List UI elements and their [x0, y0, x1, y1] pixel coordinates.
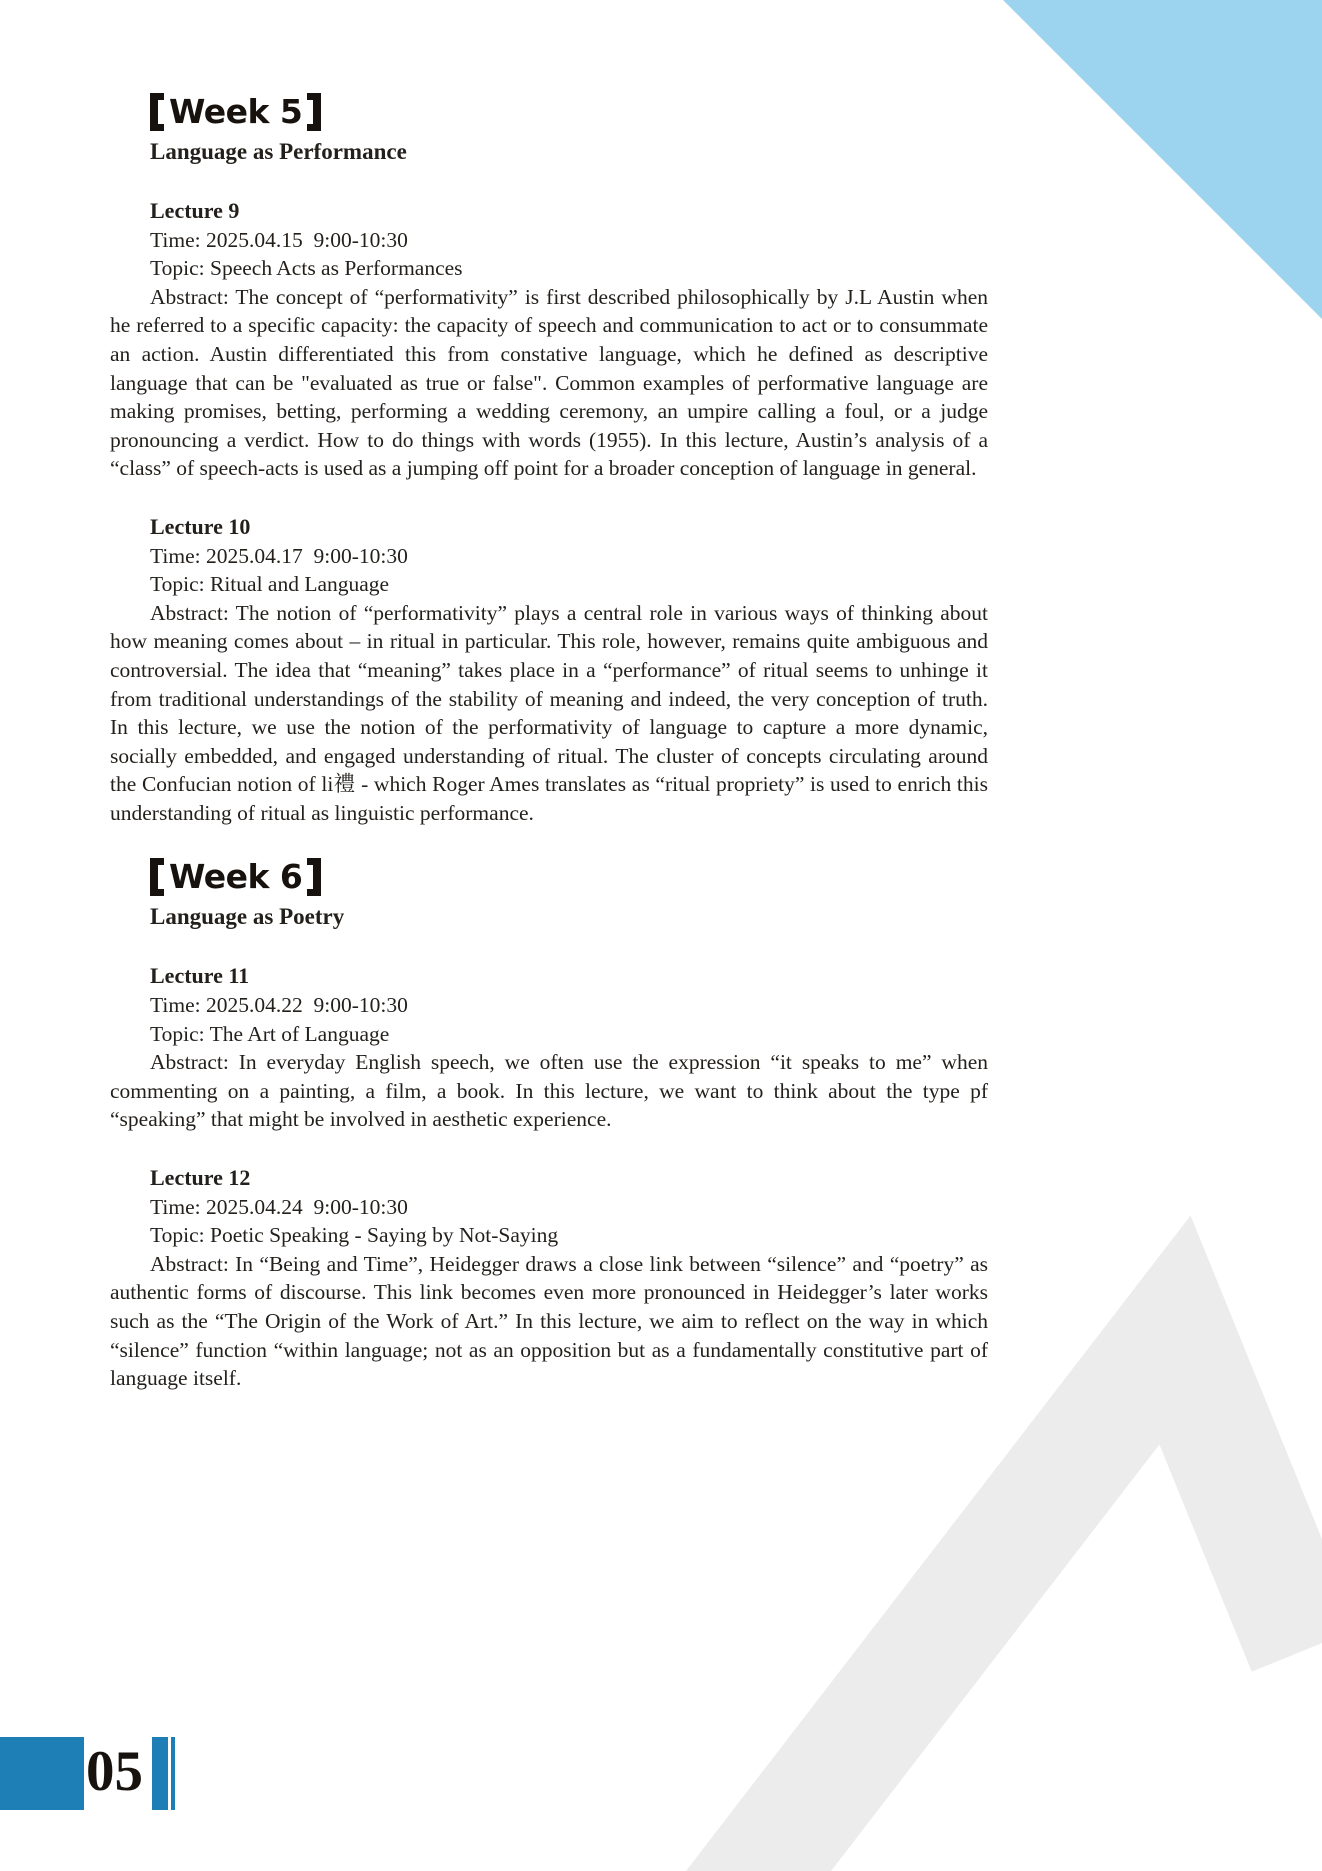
lecture-11-block [110, 962, 988, 1134]
week-5-subtitle: Language as Performance [150, 139, 407, 164]
week-title: Week 6 [169, 857, 303, 897]
lecture-time: Time: 2025.04.17 9:00-10:30 [150, 543, 408, 568]
lenticular-bracket-open-icon [150, 858, 164, 896]
page-number: 05 [86, 1740, 143, 1803]
week-5-heading [150, 90, 988, 134]
lecture-10-block [110, 513, 988, 828]
lecture-heading: Lecture 12 [150, 1165, 251, 1191]
week-5-section [110, 90, 988, 827]
page-content [110, 90, 988, 1393]
lecture-topic: Topic: Poetic Speaking - Saying by Not-Saying [150, 1223, 559, 1248]
lecture-time: Time: 2025.04.24 9:00-10:30 [150, 1194, 408, 1219]
chevron-watermark-icon [690, 1330, 1305, 1871]
lenticular-bracket-close-icon [307, 858, 321, 896]
week-6-heading [150, 855, 988, 899]
lecture-abstract: Abstract: The notion of “performativity” plays a central role in various ways of thinking about how meaning comes about – in ritual in particular. This role, however, remains quite ambiguous and controversial. The idea that “meaning” takes place in a “performance” of ritual seems to unhinge it from traditional understandings of the stability of meaning and indeed, the very conception of truth. In this lecture, we use the notion of the performativity of language to capture a more dynamic, socially embedded, and engaged understanding of ritual. The cluster of concepts circulating around the Confucian notion of li禮 - which Roger Ames translates as “ritual propriety” is used to enrich this understanding of ritual as linguistic performance. [110, 600, 988, 825]
footer-blue-line [171, 1737, 175, 1810]
lecture-time: Time: 2025.04.22 9:00-10:30 [150, 993, 408, 1018]
week-6-section [110, 855, 988, 1392]
lecture-abstract: Abstract: In “Being and Time”, Heidegger draws a close link between “silence” and “poetry” as authentic forms of discourse. This link becomes even more pronounced in Heidegger’s later works such as the “The Origin of the Work of Art.” In this lecture, we aim to reflect on the way in which “silence” function “within language; not as an opposition but as a fundamentally constitutive part of language itself. [110, 1251, 988, 1391]
footer-blue-block [0, 1737, 84, 1810]
lecture-heading: Lecture 10 [150, 513, 251, 539]
lecture-abstract: Abstract: In everyday English speech, we often use the expression “it speaks to me” when commenting on a painting, a film, a book. In this lecture, we want to think about the type pf “speaking” that might be involved in aesthetic experience. [110, 1050, 988, 1132]
lenticular-bracket-close-icon [307, 93, 321, 131]
lecture-topic: Topic: Ritual and Language [150, 572, 390, 597]
corner-triangle-icon [1003, 0, 1322, 319]
lecture-heading: Lecture 11 [150, 963, 250, 989]
lecture-9-block [110, 197, 988, 483]
week-title: Week 5 [169, 92, 303, 131]
lecture-time: Time: 2025.04.15 9:00-10:30 [150, 227, 408, 252]
lecture-heading: Lecture 9 [150, 198, 240, 223]
lecture-12-block [110, 1164, 988, 1393]
lenticular-bracket-open-icon [150, 93, 164, 131]
footer-blue-bar [152, 1737, 168, 1810]
lecture-abstract: Abstract: The concept of “performativity” is first described philosophically by J.L Austin when he referred to a specific capacity: the capacity of speech and communication to act or to consummate an action. Austin differentiated this from constative language, which he defined as descriptive language that can be "evaluated as true or false". Common examples of performative language are making promises, betting, performing a wedding ceremony, an umpire calling a foul, or a judge pronouncing a verdict. How to do things with words (1955). In this lecture, Austin’s analysis of a “class” of speech-acts is used as a jumping off point for a broader conception of language in general. [110, 284, 988, 481]
week-6-subtitle: Language as Poetry [150, 904, 345, 930]
lecture-topic: Topic: Speech Acts as Performances [150, 256, 463, 281]
lecture-topic: Topic: The Art of Language [150, 1021, 390, 1046]
